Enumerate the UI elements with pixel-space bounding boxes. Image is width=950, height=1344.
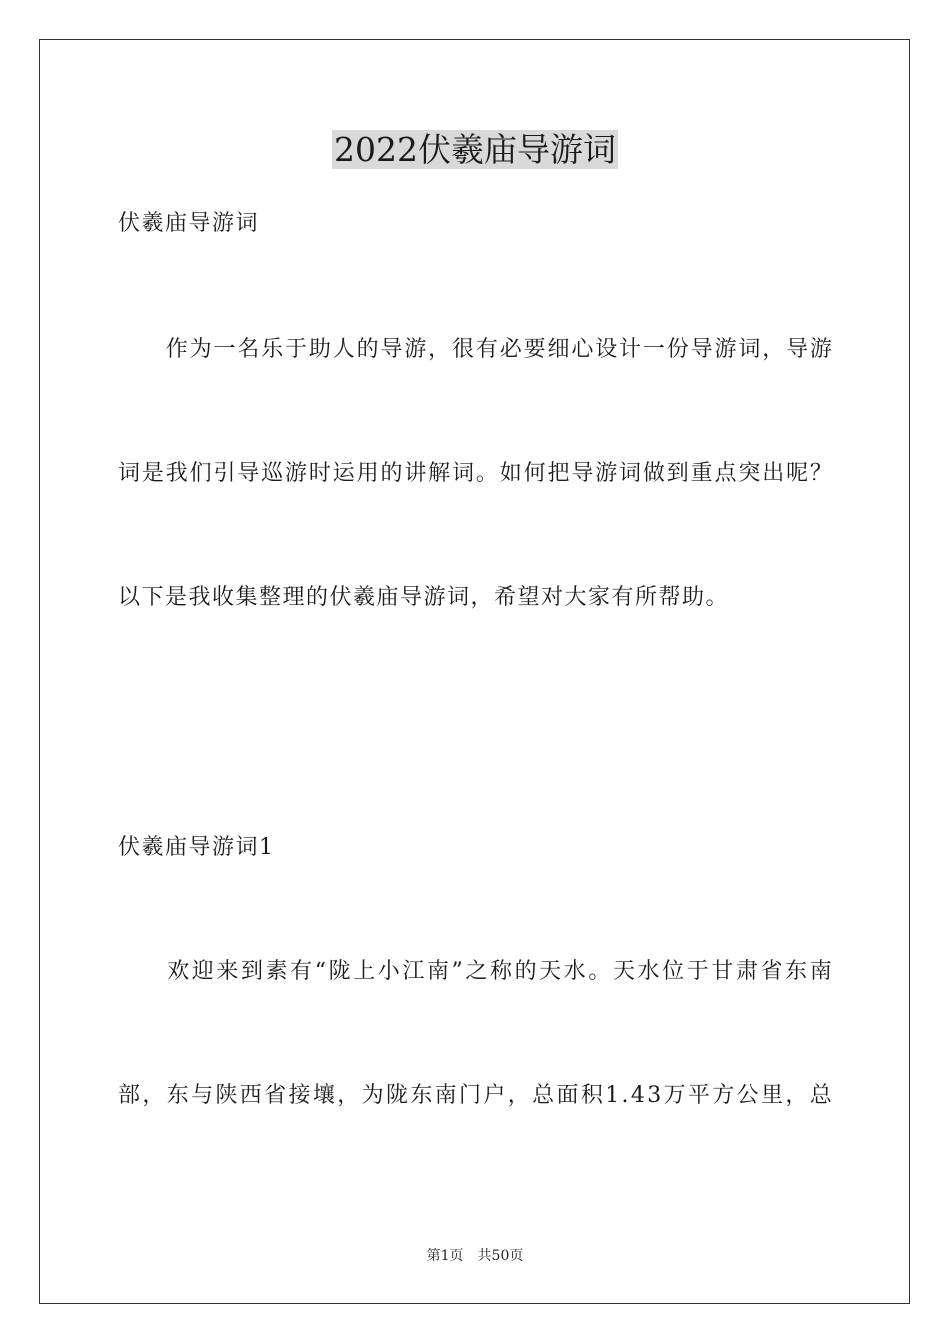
intro-line-3: 以下是我收集整理的伏羲庙导游词，希望对大家有所帮助。 <box>118 585 730 610</box>
intro-line-1: 作 为 一 名 乐 于 助 人 的 导 游 ， 很 有 必 要 细 心 设 计 一 份 导 游 词 ， 导 游 <box>165 337 832 362</box>
section-line-1: 欢 迎 来 到 素 有 “ 陇 上 小 江 南 ” 之 称 的 天 水 。 天 水 位 于 甘 肃 省 东 南 <box>167 959 832 984</box>
section-line-2: 部 ， 东 与 陕 西 省 接 壤 ， 为 陇 东 南 门 户 ， 总 面 积 1 . 4 3 万 平 方 公 里 ， 总 <box>118 1083 832 1108</box>
document-title <box>0 128 950 172</box>
document-subtitle: 伏羲庙导游词 <box>118 211 260 236</box>
document-title-text: 2022伏羲庙导游词 <box>334 130 616 169</box>
section-heading: 伏羲庙导游词1 <box>118 835 275 860</box>
intro-line-2: 词 是 我 们 引 导 巡 游 时 运 用 的 讲 解 词 。 如 何 把 导 游 词 做 到 重 点 突 出 呢 ？ <box>118 461 832 486</box>
page-footer <box>0 1246 950 1266</box>
page-total: 共50页 <box>477 1248 524 1264</box>
page-number: 第1页 <box>426 1248 464 1264</box>
